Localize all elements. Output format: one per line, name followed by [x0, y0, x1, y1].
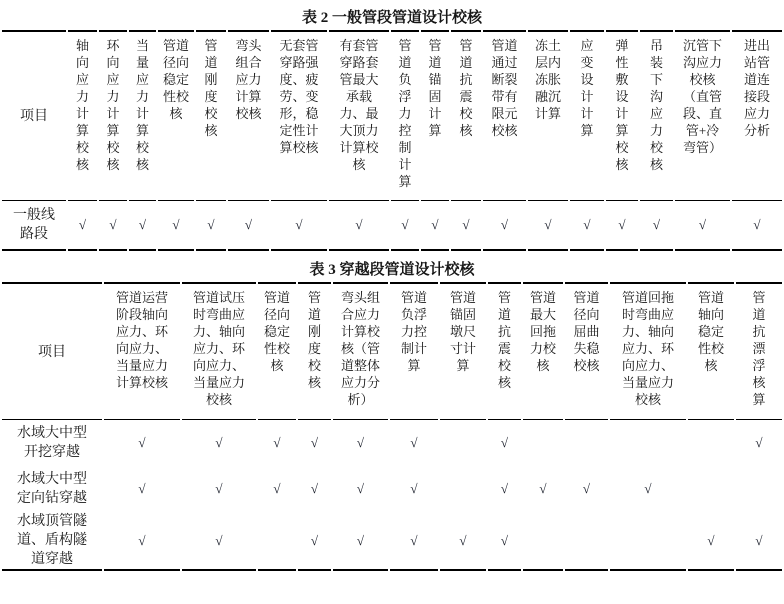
column-header	[182, 282, 256, 420]
column-header-text: 管道试压时弯曲应力、轴向应力、环向应力、当量应力校核	[192, 290, 245, 407]
column-header	[158, 30, 194, 201]
check-cell: √	[451, 201, 481, 251]
check-cell: √	[99, 201, 127, 251]
column-header	[688, 282, 734, 420]
column-header-text: 管道径向稳定性校核	[263, 290, 290, 373]
column-header-text: 弯头组合应力计算校核（管道整体应力分析）	[340, 290, 380, 407]
column-header	[565, 282, 608, 420]
check-cell: √	[273, 435, 281, 450]
column-header	[440, 282, 486, 420]
column-header-text: 管道最大回拖力校核	[529, 290, 556, 373]
check-cell: √	[215, 481, 223, 496]
column-header-text: 管道抗震校核	[459, 38, 473, 138]
column-header	[68, 30, 97, 201]
column-header-text: 弹性敷设计算校核	[615, 38, 629, 172]
check-cell: √	[104, 512, 180, 571]
column-header-text: 吊装下沟应力校核	[649, 38, 663, 172]
column-header	[421, 30, 449, 201]
check-cell: √	[500, 435, 509, 450]
empty-cell	[523, 512, 563, 571]
check-cell: √	[298, 512, 331, 571]
column-header	[736, 282, 782, 420]
row-label	[2, 201, 66, 251]
check-cell: √	[528, 201, 568, 251]
check-cell: √	[329, 201, 389, 251]
check-cell: √	[273, 481, 281, 496]
column-header	[528, 30, 568, 201]
check-cell: √	[606, 201, 638, 251]
empty-cell	[610, 512, 686, 571]
column-header	[391, 30, 419, 201]
column-header-text: 环向应力计算校核	[106, 38, 120, 172]
check-cell: √	[582, 481, 591, 496]
column-header	[732, 30, 782, 201]
check-cell: √	[356, 481, 365, 496]
check-cell: √	[391, 201, 419, 251]
column-header-text: 无套管穿路强度、疲劳、变形，稳定性计算校核	[279, 38, 319, 155]
check-cell: √	[421, 201, 449, 251]
general-section-check-table	[0, 30, 784, 251]
column-header	[271, 30, 327, 201]
table-row	[2, 201, 782, 251]
column-header-text: 应变设计计算	[580, 38, 594, 138]
check-cell: √	[356, 435, 365, 450]
column-header-text: 轴向应力计算校核	[75, 38, 89, 172]
column-header-text: 管道负浮力控制计算	[398, 38, 412, 189]
column-header-text: 管道锚固计算	[428, 38, 442, 138]
check-cell: √	[310, 435, 319, 450]
column-header-text: 管道回拖时弯曲应力、轴向应力、环向应力、当量应力校核	[621, 290, 674, 407]
column-header	[483, 30, 526, 201]
empty-cell	[565, 512, 608, 571]
column-header	[228, 30, 269, 201]
column-header	[451, 30, 481, 201]
check-cell: √	[732, 201, 782, 251]
check-cell: √	[640, 201, 673, 251]
column-header	[333, 282, 388, 420]
column-header-text: 管道负浮力控制计算	[400, 290, 427, 373]
column-header	[523, 282, 563, 420]
document-page	[0, 8, 784, 571]
check-cell: √	[736, 512, 782, 571]
row-label-text: 水域大中型定向钻穿越	[17, 472, 87, 506]
check-cell: √	[539, 481, 547, 496]
column-header-text: 进出站管道连接段应力分析	[743, 38, 770, 138]
check-cell: √	[138, 481, 146, 496]
check-cell: √	[182, 512, 256, 571]
empty-cell	[688, 420, 734, 466]
column-header	[570, 30, 604, 201]
column-header-text: 管道刚度校核	[204, 38, 218, 138]
row-label	[2, 466, 102, 512]
item-column-header: 项目	[2, 282, 102, 420]
check-cell: √	[570, 201, 604, 251]
check-cell: √	[228, 201, 269, 251]
column-header-text: 当量应力计算校核	[135, 38, 149, 172]
column-header-text: 沉管下沟应力校核（直管段、直管+冷弯管）	[682, 38, 722, 155]
table-row	[2, 512, 782, 571]
row-label	[2, 512, 102, 571]
column-header	[488, 282, 521, 420]
empty-cell	[688, 466, 734, 512]
check-cell: √	[483, 201, 526, 251]
check-cell: √	[215, 435, 223, 450]
column-header-text: 管道轴向稳定性校核	[697, 290, 724, 373]
column-header	[129, 30, 156, 201]
column-header-text: 弯头组合应力计算校核	[235, 38, 262, 121]
check-cell: √	[488, 512, 521, 571]
empty-cell	[736, 466, 782, 512]
table3-title: 表 3 穿越段管道设计校核	[309, 262, 475, 278]
row-label-text: 水域顶管隧道、盾构隧道穿越	[17, 514, 87, 567]
column-header	[104, 282, 180, 420]
column-header-text: 管道锚固墩尺寸计算	[449, 290, 476, 373]
column-header-text: 有套管穿路套管最大承载力、最大顶力计算校核	[339, 38, 379, 172]
check-cell: √	[440, 512, 486, 571]
column-header	[610, 282, 686, 420]
column-header-text: 管道刚度校核	[307, 290, 321, 390]
empty-cell	[565, 420, 608, 466]
empty-cell	[258, 512, 296, 571]
table2-title: 表 2 一般管段管道设计校核	[301, 10, 482, 26]
check-cell: √	[158, 201, 194, 251]
check-cell: √	[755, 435, 763, 450]
check-cell: √	[390, 512, 438, 571]
column-header	[99, 30, 127, 201]
empty-cell	[440, 466, 486, 512]
column-header-text: 管道径向屈曲失稳校核	[573, 290, 600, 373]
check-cell: √	[500, 481, 509, 496]
column-header-text: 冻土层内冻胀融沉计算	[534, 38, 561, 121]
check-cell: √	[333, 512, 388, 571]
column-header-text: 管道运营阶段轴向应力、环向应力、当量应力计算校核	[115, 290, 168, 390]
column-header	[298, 282, 331, 420]
check-cell: √	[129, 201, 156, 251]
column-header	[258, 282, 296, 420]
row-label	[2, 420, 102, 466]
column-header	[640, 30, 673, 201]
table-row	[2, 466, 782, 512]
check-cell: √	[310, 481, 319, 496]
column-header	[196, 30, 226, 201]
empty-cell	[523, 420, 563, 466]
row-label-text: 一般线路段	[13, 208, 55, 242]
empty-cell	[610, 420, 686, 466]
column-header	[390, 282, 438, 420]
check-cell: √	[68, 201, 97, 251]
check-cell: √	[410, 481, 418, 496]
item-column-header: 项目	[2, 30, 66, 201]
check-cell: √	[675, 201, 730, 251]
column-header-text: 管道抗震校核	[497, 290, 511, 390]
table-row	[2, 420, 782, 466]
column-header	[329, 30, 389, 201]
check-cell: √	[644, 481, 652, 496]
column-header-text: 管道抗漂浮核算	[752, 290, 766, 407]
check-cell: √	[410, 435, 418, 450]
check-cell: √	[196, 201, 226, 251]
check-cell: √	[138, 435, 146, 450]
column-header	[675, 30, 730, 201]
column-header	[606, 30, 638, 201]
column-header-text: 管道通过断裂带有限元校核	[491, 38, 518, 138]
check-cell: √	[688, 512, 734, 571]
check-cell: √	[271, 201, 327, 251]
empty-cell	[440, 420, 486, 466]
column-header-text: 管道径向稳定性校核	[162, 38, 189, 121]
row-label-text: 水域大中型开挖穿越	[17, 426, 87, 460]
crossing-section-check-table	[0, 282, 784, 571]
